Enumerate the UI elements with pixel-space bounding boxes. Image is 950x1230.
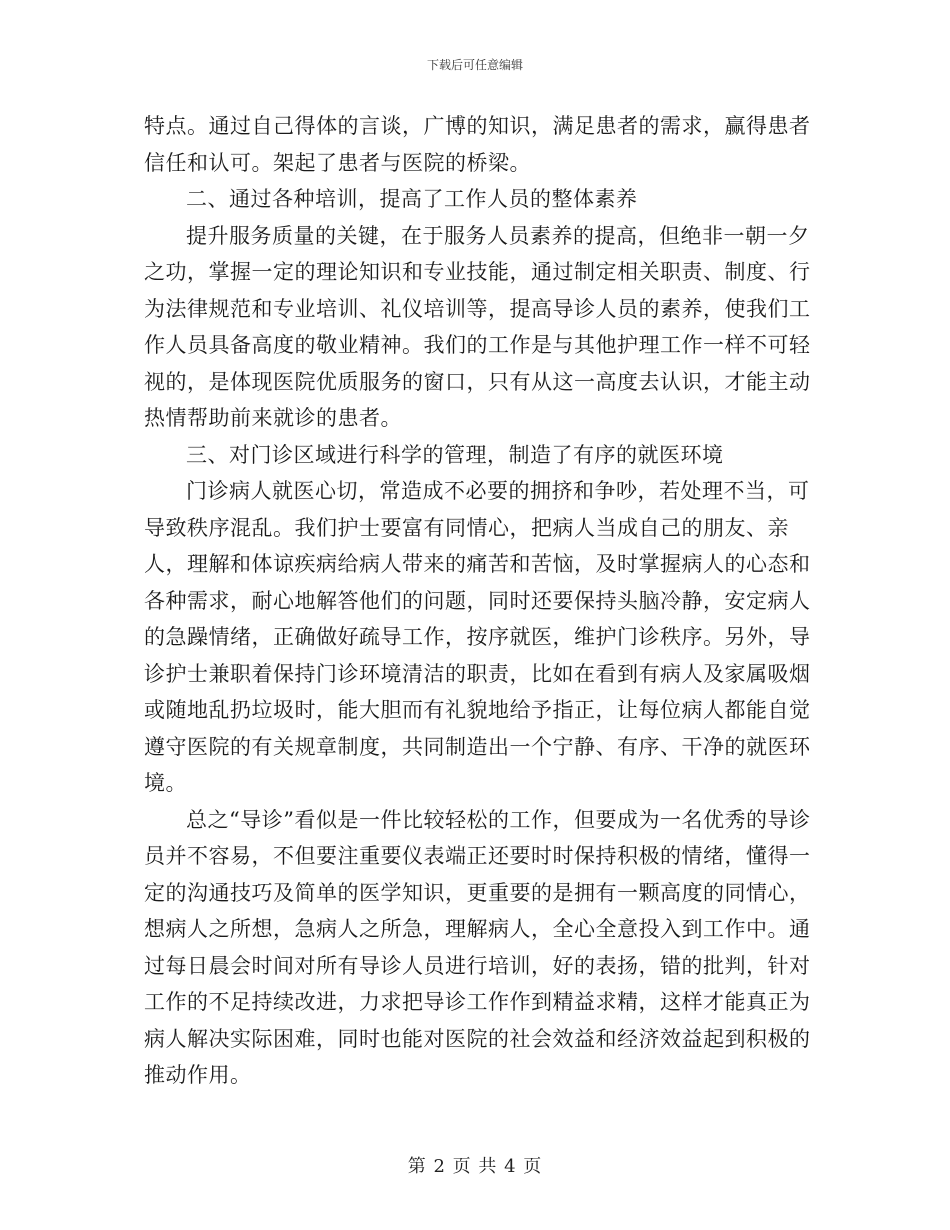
paragraph-training: 提升服务质量的关键，在于服务人员素养的提高，但绝非一朝一夕之功，掌握一定的理论知识和专业技能，通过制定相关职责、制度、行为法律规范和专业培训、礼仪培训等，提高导诊人员的素养，使我们工作人员具备高度的敬业精神。我们的工作是与其他护理工作一样不可轻视的，是体现医院优质服务的窗口，只有从这一高度去认识，才能主动热情帮助前来就诊的患者。	[144, 223, 811, 430]
section-heading-management: 三、对门诊区域进行科学的管理，制造了有序的就医环境	[186, 442, 724, 467]
section-heading-training: 二、通过各种培训，提高了工作人员的整体素养	[186, 187, 638, 211]
document-body	[144, 108, 812, 1094]
page-header: 下载后可任意编辑	[426, 58, 523, 72]
page-footer: 第 2 页 共 4 页	[407, 1156, 543, 1177]
paragraph-conclusion: 总之“导诊”看似是一件比较轻松的工作，但要成为一名优秀的导诊员并不容易，不但要注重要仪表端正还要时时保持积极的情绪，懂得一定的沟通技巧及简单的医学知识，更重要的是拥有一颗高度的同情心，想病人之所想，急病人之所急，理解病人，全心全意投入到工作中。通过每日晨会时间对所有导诊人员进行培训，好的表扬，错的批判，针对工作的不足持续改进，力求把导诊工作作到精益求精，这样才能真正为病人解决实际困难，同时也能对医院的社会效益和经济效益起到积极的推动作用。	[144, 807, 811, 1087]
paragraph-continuation: 特点。通过自己得体的言谈，广博的知识，满足患者的需求，赢得患者信任和认可。架起了患者与医院的桥梁。	[144, 114, 811, 175]
paragraph-management: 门诊病人就医心切，常造成不必要的拥挤和争吵，若处理不当，可导致秩序混乱。我们护士要富有同情心，把病人当成自己的朋友、亲人，理解和体谅疾病给病人带来的痛苦和苦恼，及时掌握病人的心态和各种需求，耐心地解答他们的问题，同时还要保持头脑冷静，安定病人的急躁情绪，正确做好疏导工作，按序就医，维护门诊秩序。另外，导诊护士兼职着保持门诊环境清洁的职责，比如在看到有病人及家属吸烟或随地乱扔垃圾时，能大胆而有礼貌地给予指正，让每位病人都能自觉遵守医院的有关规章制度，共同制造出一个宁静、有序、干净的就医环境。	[144, 479, 811, 795]
